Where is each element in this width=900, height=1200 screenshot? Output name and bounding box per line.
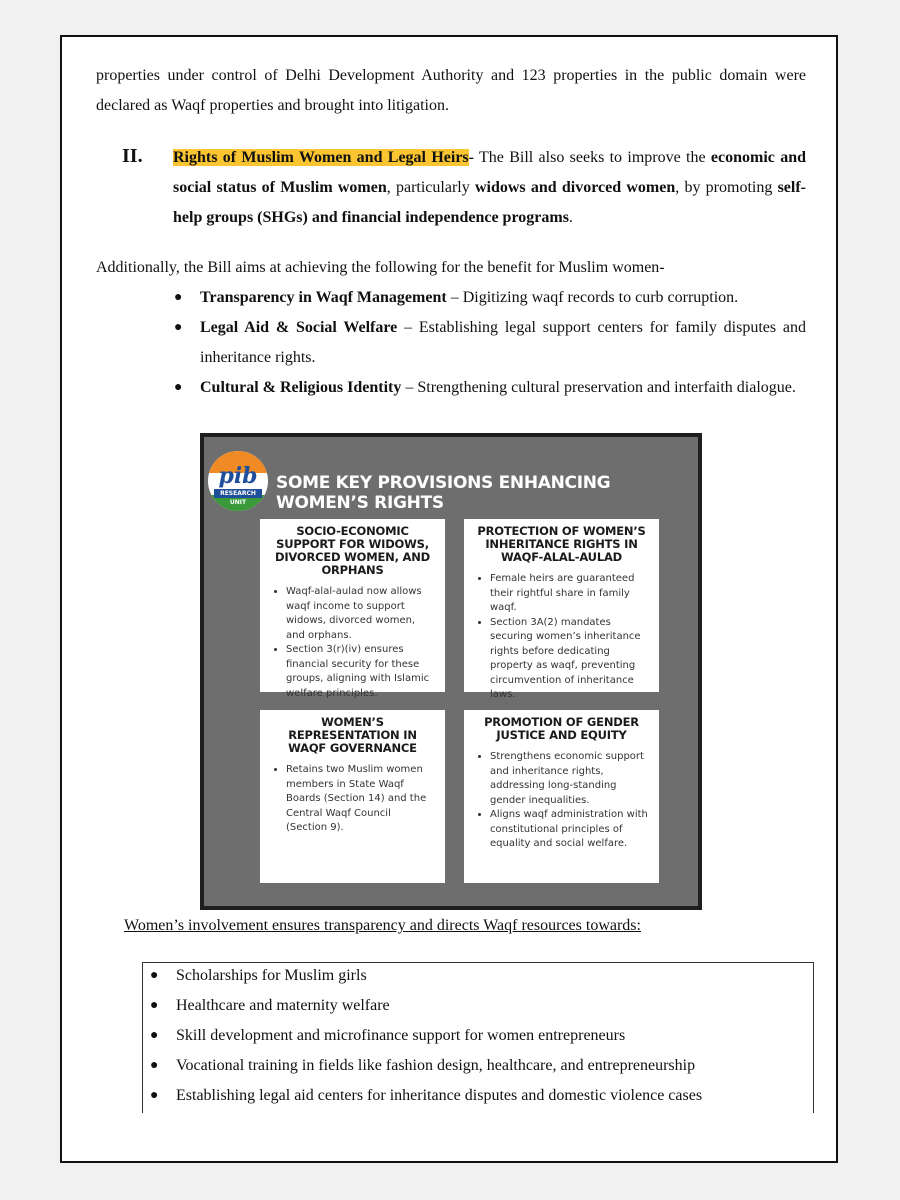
card-gender-justice: [464, 710, 659, 883]
document-page: [60, 35, 838, 1163]
card-item: • Waqf-alal-aulad now allows waqf income to support widows, divorced women, and orphans.: [286, 585, 435, 643]
list-item: ● Transparency in Waqf Management – Digitizing waqf records to curb corruption.: [174, 283, 806, 313]
list-item: ● Skill development and microfinance support for women entrepreneurs: [150, 1021, 810, 1051]
heading-dash: -: [468, 149, 474, 166]
list-item: ● Healthcare and maternity welfare: [150, 991, 810, 1021]
bullet-icon: ●: [174, 290, 183, 305]
section-rights-women: Rights of Muslim Women and Legal Heirs- The Bill also seeks to improve the economic and social status of Muslim women, particularly widows and divorced women, by promoting self-help groups (SHGs) and financial independence programs.: [173, 149, 807, 226]
bullet-icon: ●: [150, 1058, 159, 1073]
bullet-icon: ●: [150, 1088, 159, 1103]
key-provisions-infographic: [200, 433, 702, 910]
resources-box: [142, 962, 814, 1113]
card-title: PROMOTION OF GENDER JUSTICE AND EQUITY: [484, 715, 639, 742]
infographic-title: SOME KEY PROVISIONS ENHANCING WOMEN’S RIGHTS: [276, 473, 611, 513]
list-item: ● Legal Aid & Social Welfare – Establishing legal support centers for family disputes and inheritance rights.: [174, 313, 806, 373]
card-socio-economic: [260, 519, 445, 699]
card-inheritance: [464, 519, 659, 700]
card-title: WOMEN’S REPRESENTATION IN WAQF GOVERNANCE: [288, 715, 417, 755]
card-title: SOCIO-ECONOMIC SUPPORT FOR WIDOWS, DIVORCED WOMEN, AND ORPHANS: [274, 524, 431, 577]
card-item: • Retains two Muslim women members in State Waqf Boards (Section 14) and the Central Waqf Council (Section 9).: [286, 763, 435, 836]
involvement-heading: Women’s involvement ensures transparency and directs Waqf resources towards:: [124, 917, 641, 934]
list-item: ● Cultural & Religious Identity – Strengthening cultural preservation and interfaith dialogue.: [174, 373, 806, 403]
bullet-icon: ●: [174, 380, 183, 395]
highlighted-heading: Rights of Muslim Women and Legal Heirs: [173, 149, 469, 166]
list-item: ● Scholarships for Muslim girls: [150, 961, 810, 991]
card-title: PROTECTION OF WOMEN’S INHERITANCE RIGHTS IN WAQF-ALAL-AULAD: [477, 524, 646, 564]
resources-list: [150, 961, 810, 1111]
card-item: • Strengthens economic support and inheritance rights, addressing long-standing gender inequalities.: [490, 750, 649, 808]
bullet-icon: ●: [150, 968, 159, 983]
paragraph-litigation: properties under control of Delhi Development Authority and 123 properties in the public domain were declared as Waqf properties and brought into litigation.: [96, 67, 806, 114]
card-item: • Female heirs are guaranteed their rightful share in family waqf.: [490, 572, 649, 616]
card-item: • Section 3A(2) mandates securing women’s inheritance rights before dedicating property as waqf, preventing circumvention of inheritance laws.: [490, 616, 649, 703]
list-item: ● Vocational training in fields like fashion design, healthcare, and entrepreneurship: [150, 1051, 810, 1081]
section-number: II.: [122, 145, 143, 167]
card-representation: [260, 710, 445, 883]
card-item: • Aligns waqf administration with constitutional principles of equality and social welfare.: [490, 808, 649, 852]
pib-logo-icon: pib RESEARCH UNIT: [208, 451, 268, 511]
bullet-icon: ●: [174, 320, 183, 335]
list-item: ● Establishing legal aid centers for inheritance disputes and domestic violence cases: [150, 1081, 810, 1111]
intro-paragraph: Additionally, the Bill aims at achieving the following for the benefit for Muslim women-: [96, 259, 665, 276]
card-item: • Section 3(r)(iv) ensures financial security for these groups, aligning with Islamic welfare principles.: [286, 643, 435, 701]
benefits-list: [174, 283, 806, 403]
bullet-icon: ●: [150, 998, 159, 1013]
bullet-icon: ●: [150, 1028, 159, 1043]
